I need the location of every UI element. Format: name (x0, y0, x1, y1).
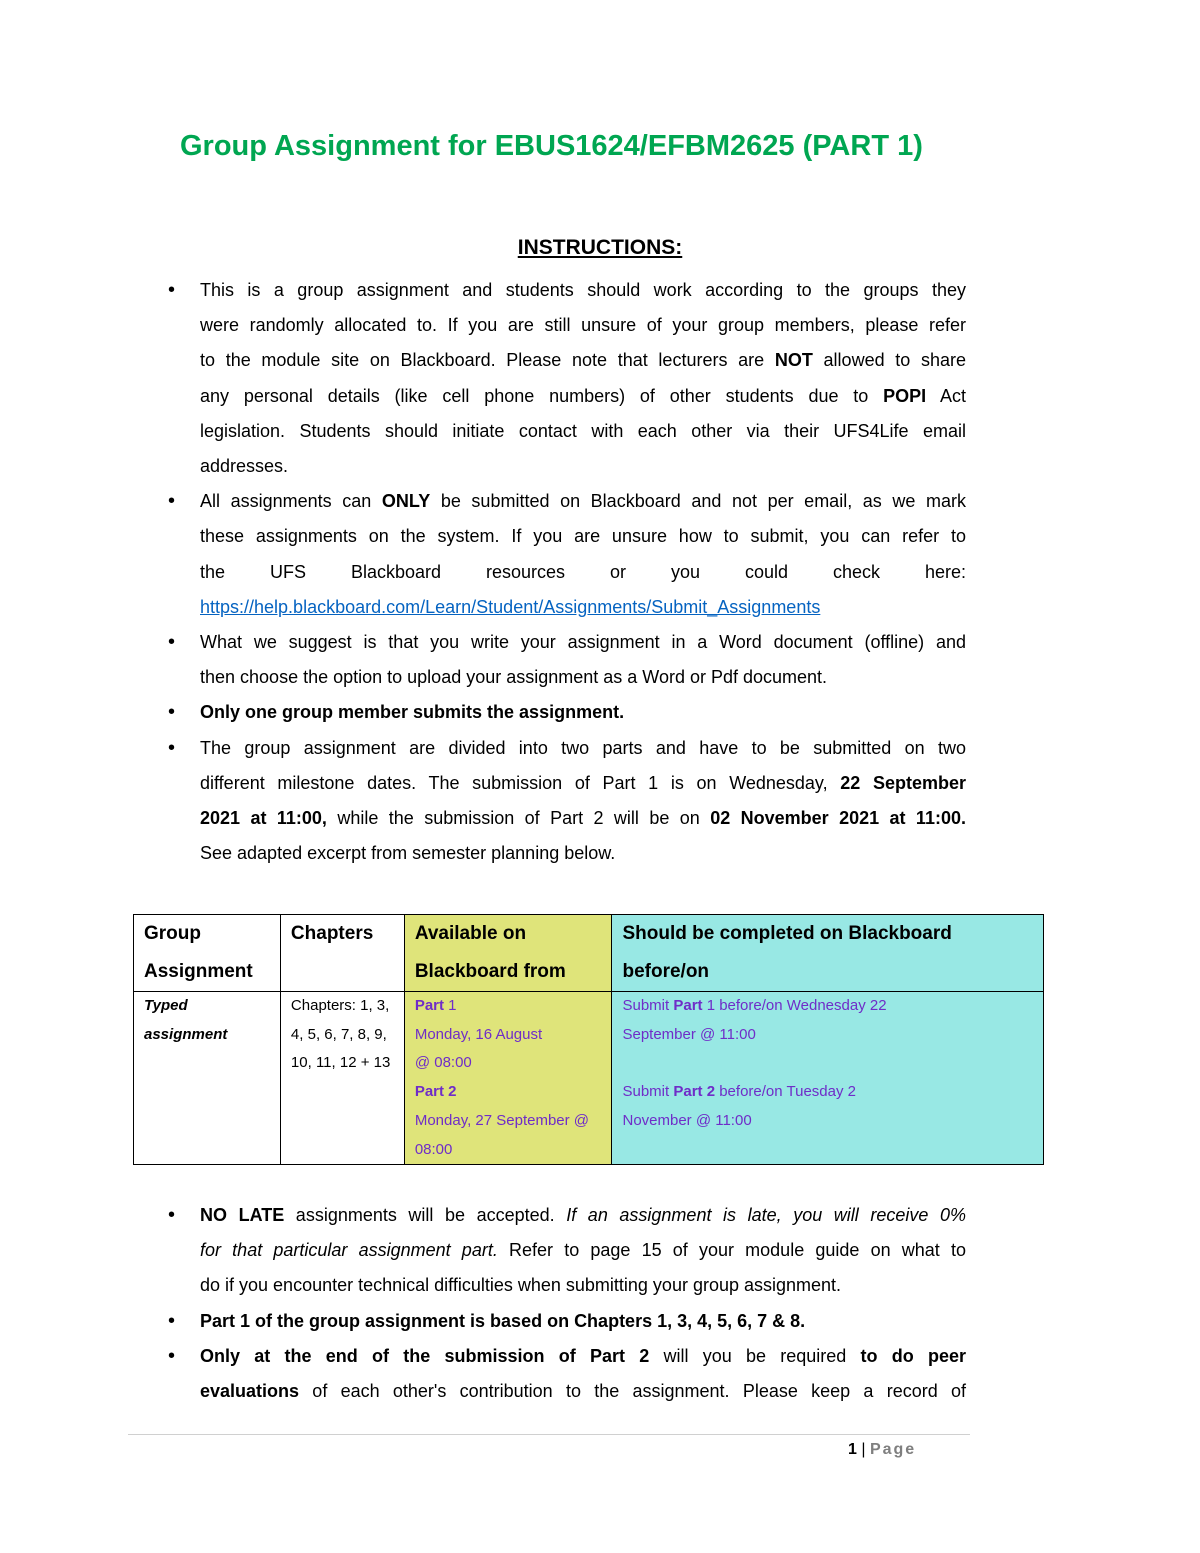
header-available: Available on Blackboard from (404, 915, 612, 992)
footer-divider (128, 1434, 970, 1435)
list-item: • This is a group assignment and students should work according to the groups they were randomly allocated to. If you are still unsure of your group members, please refer to the module site on Blackboard. Please note that lecturers are NOT allowed to share any personal details (like cell phone numbers) of other students due to POPI Act legislation. Students should initiate contact with each other via their UFS4Life email addresses. (160, 273, 966, 484)
list-item: • What we suggest is that you write your assignment in a Word document (offline) and then choose the option to upload your assignment as a Word or Pdf document. (160, 625, 966, 695)
list-item: • Part 1 of the group assignment is based on Chapters 1, 3, 4, 5, 6, 7 & 8. (160, 1304, 966, 1339)
cell-chapters: Chapters: 1, 3, 4, 5, 6, 7, 8, 9, 10, 11, 12 + 13 (280, 992, 404, 1165)
instructions-list (160, 273, 966, 871)
page-number: 1 (848, 1441, 857, 1458)
cell-type: Typed assignment (134, 992, 281, 1165)
header-chapters: Chapters (280, 915, 404, 992)
table-row (134, 992, 1044, 1165)
cell-completed: Submit Part 1 before/on Wednesday 22 September @ 11:00 Submit Part 2 before/on Tuesday 2 November @ 11:00 (612, 992, 1044, 1165)
page-label: Page (869, 1441, 917, 1458)
page-footer: 1 | Page (848, 1441, 917, 1458)
list-item: • The group assignment are divided into two parts and have to be submitted on two different milestone dates. The submission of Part 1 is on Wednesday, 22 September 2021 at 11:00, while the submission of Part 2 will be on 02 November 2021 at 11:00. See adapted excerpt from semester planning below. (160, 731, 966, 872)
instructions-heading: INSTRUCTIONS: (517, 236, 683, 259)
table-header-row (134, 915, 1044, 992)
document-title: Group Assignment for EBUS1624/EFBM2625 (PART 1) (180, 130, 923, 162)
semester-planning-table (133, 914, 1044, 1165)
rules-list (160, 1198, 966, 1409)
list-item: • All assignments can ONLY be submitted on Blackboard and not per email, as we mark these assignments on the system. If you are unsure how to submit, you can refer to the UFS Blackboard resources or you could check here: https://help.blackboard.com/Learn/Student/Assignments/Submit_Assignments (160, 484, 966, 625)
header-completed: Should be completed on Blackboard before/on (612, 915, 1044, 992)
cell-available: Part 1 Monday, 16 August @ 08:00 Part 2 Monday, 27 September @ 08:00 (404, 992, 612, 1165)
list-item: • NO LATE assignments will be accepted. If an assignment is late, you will receive 0% for that particular assignment part. Refer to page 15 of your module guide on what to do if you encounter technical difficulties when submitting your group assignment. (160, 1198, 966, 1304)
blackboard-help-link[interactable]: https://help.blackboard.com/Learn/Student/Assignments/Submit_Assignments (200, 596, 821, 617)
list-item: • Only one group member submits the assignment. (160, 695, 966, 730)
header-group-assignment: Group Assignment (134, 915, 281, 992)
list-item: • Only at the end of the submission of Part 2 will you be required to do peer evaluations of each other's contribution to the assignment. Please keep a record of (160, 1339, 966, 1409)
